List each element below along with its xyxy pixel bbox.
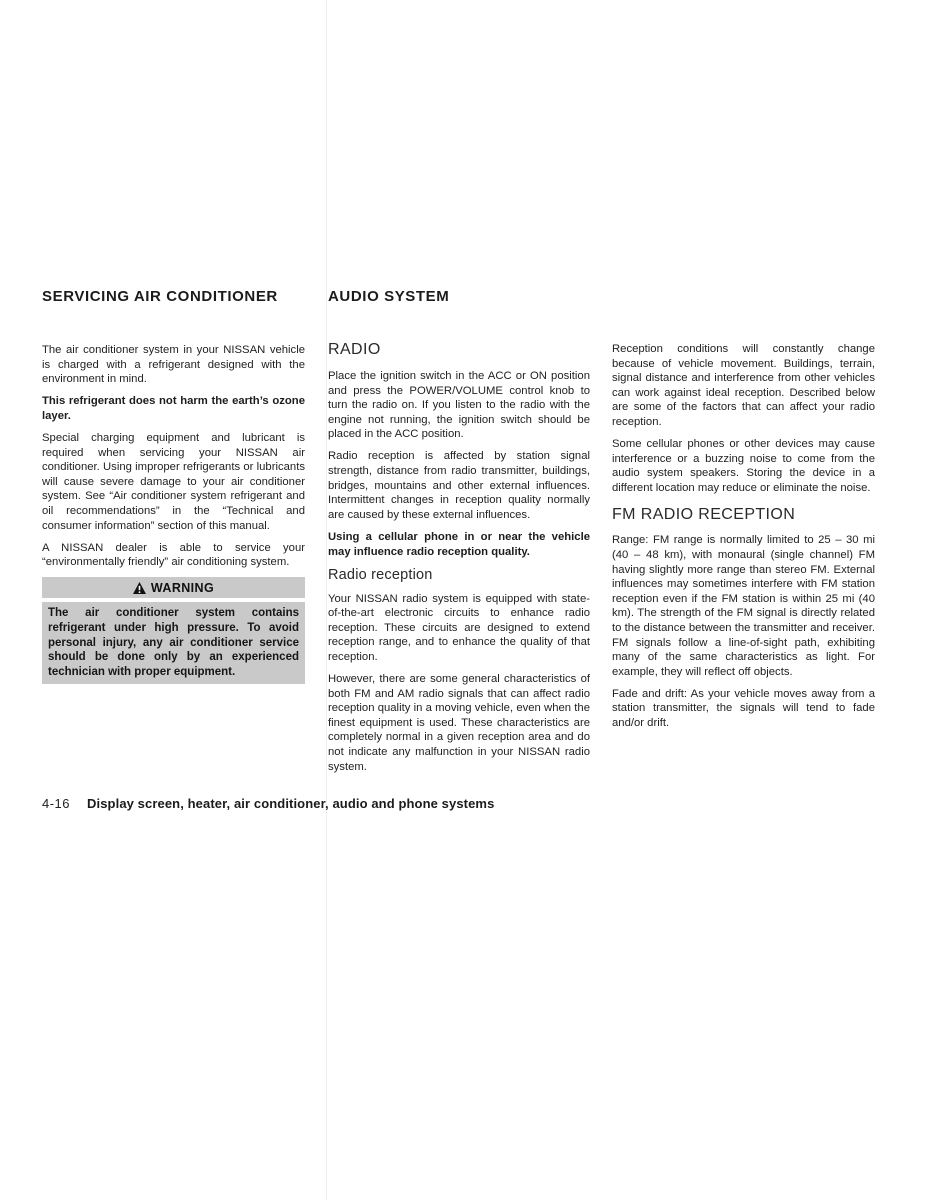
- body-paragraph-bold: Using a cellular phone in or near the vehicle may influence radio reception quality.: [328, 530, 590, 558]
- body-paragraph: Some cellular phones or other devices may cause interference or a buzzing noise to come from the audio system speakers. Storing the device in a different location may reduce or eliminate the noise.: [612, 438, 875, 494]
- subheading-radio: RADIO: [328, 341, 381, 358]
- footer-chapter-title: Display screen, heater, air conditioner, audio and phone systems: [87, 796, 495, 811]
- body-paragraph: Fade and drift: As your vehicle moves away from a station transmitter, the signals will tend to fade and/or drift.: [612, 687, 875, 730]
- column-servicing-air-conditioner: [42, 289, 305, 684]
- warning-triangle-icon: [133, 582, 146, 594]
- warning-title-bar: [42, 577, 305, 598]
- body-paragraph: Place the ignition switch in the ACC or ON position and press the POWER/VOLUME control knob to turn the radio on. If you listen to the radio with the engine not running, the ignition switch should be placed in the ACC position.: [328, 370, 590, 441]
- body-paragraph: Special charging equipment and lubricant is required when servicing your NISSAN air conditioner. Using improper refrigerants or lubricants will cause severe damage to your air conditioner system. See “Air conditioner system refrigerant and oil recommendations” in the “Technical and consumer information” section of this manual.: [42, 431, 305, 532]
- body-paragraph: Your NISSAN radio system is equipped with state-of-the-art electronic circuits to enhance radio reception. These circuits are designed to extend reception range, and to enhance the quality of that reception.: [328, 592, 590, 663]
- warning-body-text: The air conditioner system contains refrigerant under high pressure. To avoid personal injury, any air conditioner service should be done only by an experienced technician with proper equipment.: [42, 602, 305, 684]
- page-number: 4-16: [42, 796, 71, 811]
- page-footer: [42, 796, 494, 811]
- warning-title-label: WARNING: [150, 580, 215, 595]
- body-paragraph: A NISSAN dealer is able to service your “environmentally friendly” air conditioning system.: [42, 541, 305, 569]
- section-heading-servicing-air-conditioner: SERVICING AIR CONDITIONER: [42, 288, 278, 305]
- column-fm-radio-reception: [612, 289, 875, 738]
- body-paragraph: However, there are some general characteristics of both FM and AM radio signals that can affect radio reception quality in a moving vehicle, even when the finest equipment is used. These characteristics are completely normal in a given reception area and do not indicate any malfunction in your NISSAN radio system.: [328, 673, 590, 773]
- scan-fold-line: [326, 0, 327, 1200]
- subheading-fm-radio-reception: FM RADIO RECEPTION: [612, 506, 796, 524]
- body-paragraph: Reception conditions will constantly change because of vehicle movement. Buildings, terrain, signal distance and interference from other vehicles can work against ideal reception. Described below are some of the factors that can affect your radio reception.: [612, 343, 875, 428]
- section-heading-audio-system: AUDIO SYSTEM: [328, 288, 450, 305]
- body-paragraph: Radio reception is affected by station signal strength, distance from radio transmitter, buildings, bridges, mountains and other external influences. Intermittent changes in reception quality normally are caused by these external influences.: [328, 450, 590, 521]
- warning-box: [42, 577, 305, 684]
- body-paragraph-bold: This refrigerant does not harm the earth’s ozone layer.: [42, 395, 305, 422]
- body-paragraph: Range: FM range is normally limited to 25 – 30 mi (40 – 48 km), with monaural (single channel) FM having slightly more range than stereo FM. External influences may sometimes interfere with FM station reception even if the FM station is within 25 mi (40 km). The strength of the FM signal is directly related to the distance between the transmitter and receiver. FM signals follow a line-of-sight path, exhibiting many of the same characteristics as light. For example, they will reflect off objects.: [612, 534, 875, 678]
- body-paragraph: The air conditioner system in your NISSAN vehicle is charged with a refrigerant designed with the environment in mind.: [42, 344, 305, 386]
- subheading-radio-reception: Radio reception: [328, 566, 433, 583]
- column-audio-system: [328, 289, 590, 782]
